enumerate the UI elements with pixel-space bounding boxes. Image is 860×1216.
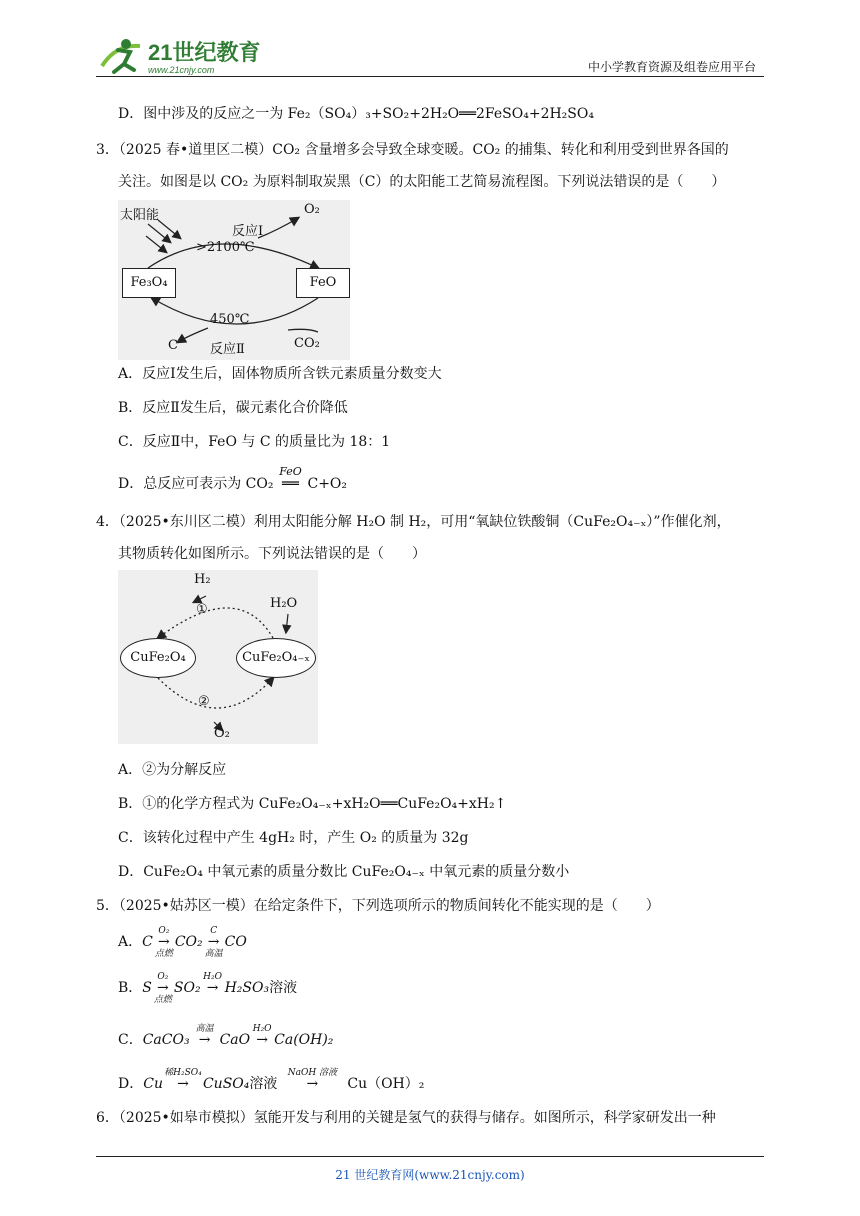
footer-rule xyxy=(96,1156,764,1157)
q5-a-s1: C xyxy=(142,934,153,950)
q5-b-s1: S xyxy=(142,980,152,996)
q5-b-c1-over: O₂ xyxy=(157,972,169,982)
q3-reaction1-label: 反应Ⅰ xyxy=(232,224,264,239)
q5-b-c2-over: H₂O xyxy=(203,972,222,982)
q4-option-a: A．②为分解反应 xyxy=(118,762,227,778)
q3-feo-box: FeO xyxy=(296,268,350,298)
q4-step2-label: ② xyxy=(198,694,210,709)
q5-c-arrow1: 高温 → xyxy=(190,1030,220,1050)
q3-c-label: C xyxy=(168,338,178,353)
platform-title: 中小学教育资源及组卷应用平台 xyxy=(587,60,756,74)
q3-stem-line1: 3．（2025 春•道里区二模）CO₂ 含量增多会导致全球变暖。CO₂ 的捕集、转化和利用受到世界各国的 xyxy=(96,142,729,158)
q3-reaction2-label: 反应Ⅱ xyxy=(210,342,245,357)
q5-a-s3: CO xyxy=(224,934,247,950)
q3-option-d-catalyst: FeO xyxy=(279,465,302,478)
q6-stem-line1: 6．（2025•如皋市模拟）氢能开发与利用的关键是氢气的获得与储存。如图所示，科学家研发出一种 xyxy=(96,1110,716,1126)
q5-b-s3: H₂SO₃ xyxy=(224,980,270,996)
q5-c-c2-over: H₂O xyxy=(252,1024,272,1034)
q4-o2-label: O₂ xyxy=(214,726,230,741)
site-logo xyxy=(96,36,266,78)
q3-sun-label: 太阳能 xyxy=(120,208,160,223)
q3-option-d-suffix: C+O₂ xyxy=(307,476,348,492)
q5-a-c1-under: 点燃 xyxy=(154,949,173,959)
q3-stem-line2: 关注。如图是以 CO₂ 为原料制取炭黑（C）的太阳能工艺简易流程图。下列说法错误的是（ ） xyxy=(118,174,726,190)
q5-b-arrow1: O₂ → 点燃 xyxy=(152,978,174,998)
q3-o2-label: O₂ xyxy=(304,202,320,217)
q4-step1-label: ① xyxy=(196,602,208,617)
q3-diagram xyxy=(118,200,350,360)
q5-b-arrow2: H₂O → xyxy=(201,978,225,998)
footer-link[interactable]: 21 世纪教育网(www.21cnjy.com) xyxy=(335,1168,525,1182)
q5-d-s3: Cu（OH）₂ xyxy=(347,1076,425,1092)
q4-option-b: B．①的化学方程式为 CuFe₂O₄₋ₓ+xH₂O══CuFe₂O₄+xH₂↑ xyxy=(118,796,507,812)
q5-d-s1: Cu xyxy=(143,1076,163,1092)
q5-c-c1-over: 高温 xyxy=(195,1024,214,1034)
q5-a-c2-over: C xyxy=(210,926,218,936)
q3-option-b: B．反应Ⅱ发生后，碳元素化合价降低 xyxy=(118,400,348,416)
q4-cufe2o4x-node: CuFe₂O₄₋ₓ xyxy=(236,638,316,678)
q3-option-a: A．反应Ⅰ发生后，固体物质所含铁元素质量分数变大 xyxy=(118,366,442,382)
q5-c-label: C． xyxy=(118,1032,143,1048)
q5-a-arrow2: C → 高温 xyxy=(203,932,225,952)
q3-option-d-prefix: D．总反应可表示为 CO₂ xyxy=(118,476,274,492)
q4-stem-line2: 其物质转化如图所示。下列说法错误的是（ ） xyxy=(118,546,426,562)
q5-b-label: B． xyxy=(118,980,143,996)
q5-b-tail: 溶液 xyxy=(269,980,298,996)
q5-a-c2-under: 高温 xyxy=(204,949,223,959)
q3-co2-label: CO₂ xyxy=(294,336,320,351)
q5-b-c1-under: 点燃 xyxy=(153,995,172,1005)
q5-option-c xyxy=(118,1024,334,1050)
q5-option-d xyxy=(118,1068,425,1094)
q5-option-a xyxy=(118,926,247,959)
q2-option-d: D．图中涉及的反应之一为 Fe₂（SO₄）₃+SO₂+2H₂O══2FeSO₄+2H₂SO₄ xyxy=(118,106,594,122)
q5-d-mid: 溶液 xyxy=(249,1076,278,1092)
q5-d-s2: CuSO₄ xyxy=(202,1076,250,1092)
q5-c-s2: CaO xyxy=(219,1032,251,1048)
q5-d-c2-over: NaOH 溶液 xyxy=(287,1068,338,1078)
q5-c-s3: Ca(OH)₂ xyxy=(274,1032,334,1048)
q4-cufe2o4-node: CuFe₂O₄ xyxy=(120,638,196,678)
q5-stem: 5．（2025•姑苏区一模）在给定条件下，下列选项所示的物质间转化不能实现的是（ ） xyxy=(96,898,660,914)
q3-option-d-condition: FeO ══ xyxy=(273,474,307,494)
header-rule xyxy=(96,76,764,77)
q5-c-s1: CaCO₃ xyxy=(142,1032,190,1048)
q4-h2o-label: H₂O xyxy=(270,596,298,611)
q5-b-s2: SO₂ xyxy=(173,980,201,996)
logo-text: 21世纪教育 xyxy=(148,40,261,65)
logo-url-text: www.21cnjy.com xyxy=(148,65,215,75)
q5-a-c1-over: O₂ xyxy=(158,926,170,936)
q5-d-arrow2: NaOH 溶液 → xyxy=(277,1074,347,1094)
q3-option-d xyxy=(118,465,348,494)
q4-h2-label: H₂ xyxy=(194,572,211,587)
q5-a-arrow1: O₂ → 点燃 xyxy=(153,932,175,952)
q3-temp2-label: 450℃ xyxy=(210,312,250,327)
q5-d-label: D． xyxy=(118,1076,144,1092)
q5-d-c1-over: 稀H₂SO₄ xyxy=(164,1068,202,1078)
q4-option-c: C．该转化过程中产生 4gH₂ 时，产生 O₂ 的质量为 32g xyxy=(118,830,469,846)
q4-option-d: D．CuFe₂O₄ 中氧元素的质量分数比 CuFe₂O₄₋ₓ 中氧元素的质量分数小 xyxy=(118,864,570,880)
q5-a-label: A． xyxy=(118,934,143,950)
q5-option-b xyxy=(118,972,298,1005)
q4-diagram xyxy=(118,570,318,744)
q4-stem-line1: 4．（2025•东川区二模）利用太阳能分解 H₂O 制 H₂，可用“氧缺位铁酸铜（CuFe₂O₄₋ₓ）”作催化剂， xyxy=(96,514,731,530)
q3-fe3o4-box: Fe₃O₄ xyxy=(122,268,176,298)
q3-option-c: C．反应Ⅱ中，FeO 与 C 的质量比为 18：1 xyxy=(118,434,391,450)
q5-a-s2: CO₂ xyxy=(174,934,203,950)
q3-temp1-label: >2100℃ xyxy=(196,240,255,255)
q5-c-arrow2: H₂O → xyxy=(250,1030,274,1050)
q5-d-arrow1: 稀H₂SO₄ → xyxy=(163,1074,203,1094)
